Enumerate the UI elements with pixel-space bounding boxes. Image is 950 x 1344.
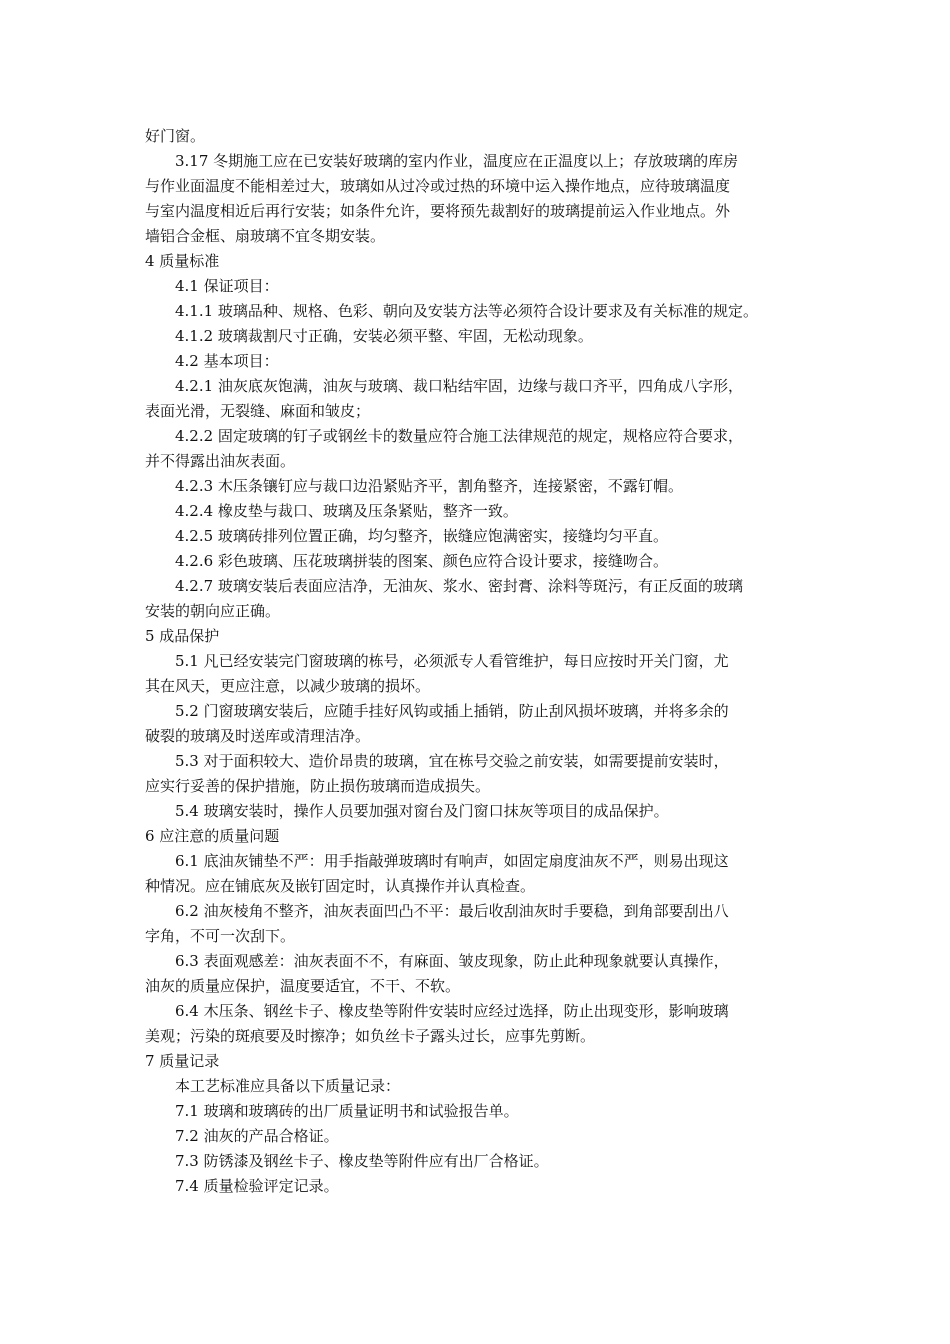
text-line: 应实行妥善的保护措施，防止损伤玻璃而造成损失。 <box>145 777 491 795</box>
text-line: 4.2.7 玻璃安装后表面应洁净，无油灰、浆水、密封膏、涂料等斑污，有正反面的玻璃 <box>175 577 743 595</box>
text-line: 4.1.2 玻璃裁割尺寸正确，安装必须平整、牢固，无松动现象。 <box>175 327 593 345</box>
text-line: 3.17 冬期施工应在已安装好玻璃的室内作业，温度应在正温度以上；存放玻璃的库房 <box>175 152 739 170</box>
text-line: 4.2.1 油灰底灰饱满，油灰与玻璃、裁口粘结牢固，边缘与裁口齐平，四角成八字形， <box>175 377 743 395</box>
document-page <box>145 124 815 1199</box>
text-line: 6 应注意的质量问题 <box>145 827 280 845</box>
text-line: 本工艺标准应具备以下质量记录： <box>175 1077 401 1095</box>
text-line: 5.4 玻璃安装时，操作人员要加强对窗台及门窗口抹灰等项目的成品保护。 <box>175 802 669 820</box>
document-body <box>145 124 815 1199</box>
text-line: 墙铝合金框、扇玻璃不宜冬期安装。 <box>145 227 386 245</box>
text-line: 4.2.5 玻璃砖排列位置正确，均匀整齐，嵌缝应饱满密实，接缝均匀平直。 <box>175 527 668 545</box>
text-line: 5 成品保护 <box>145 627 220 645</box>
text-line: 种情况。应在铺底灰及嵌钉固定时，认真操作并认真检查。 <box>145 877 536 895</box>
text-line: 4.2.2 固定玻璃的钉子或钢丝卡的数量应符合施工法律规范的规定，规格应符合要求， <box>175 427 743 445</box>
text-line: 并不得露出油灰表面。 <box>145 452 296 470</box>
text-line: 5.3 对于面积较大、造价昂贵的玻璃，宜在栋号交验之前安装，如需要提前安装时， <box>175 752 729 770</box>
text-line: 其在风天，更应注意，以减少玻璃的损坏。 <box>145 677 431 695</box>
text-line: 4.2.6 彩色玻璃、压花玻璃拼装的图案、颜色应符合设计要求，接缝吻合。 <box>175 552 668 570</box>
text-line: 与室内温度相近后再行安装；如条件允许，要将预先裁割好的玻璃提前运入作业地点。外 <box>145 202 731 220</box>
text-line: 4.1.1 玻璃品种、规格、色彩、朝向及安装方法等必须符合设计要求及有关标准的规定。 <box>175 302 758 320</box>
text-line: 安装的朝向应正确。 <box>145 602 281 620</box>
text-line: 7.2 油灰的产品合格证。 <box>175 1127 339 1145</box>
text-line: 6.1 底油灰铺垫不严：用手指敲弹玻璃时有响声，如固定扇度油灰不严，则易出现这 <box>175 852 729 870</box>
text-line: 4 质量标准 <box>145 252 220 270</box>
text-line: 字角，不可一次刮下。 <box>145 927 296 945</box>
text-line: 7.1 玻璃和玻璃砖的出厂质量证明书和试验报告单。 <box>175 1102 519 1120</box>
text-line: 好门窗。 <box>145 127 206 145</box>
text-line: 与作业面温度不能相差过大，玻璃如从过冷或过热的环境中运入操作地点，应待玻璃温度 <box>145 177 731 195</box>
text-line: 5.1 凡已经安装完门窗玻璃的栋号，必须派专人看管维护，每日应按时开关门窗，尤 <box>175 652 729 670</box>
text-line: 4.1 保证项目： <box>175 277 279 295</box>
text-line: 7 质量记录 <box>145 1052 220 1070</box>
text-line: 4.2.3 木压条镶钉应与裁口边沿紧贴齐平，割角整齐，连接紧密，不露钉帽。 <box>175 477 683 495</box>
text-line: 7.4 质量检验评定记录。 <box>175 1177 339 1195</box>
text-line: 6.3 表面观感差：油灰表面不不，有麻面、皱皮现象，防止此种现象就要认真操作， <box>175 952 729 970</box>
text-line: 4.2.4 橡皮垫与裁口、玻璃及压条紧贴，整齐一致。 <box>175 502 518 520</box>
text-line: 美观；污染的斑痕要及时擦净；如负丝卡子露头过长，应事先剪断。 <box>145 1027 596 1045</box>
text-line: 破裂的玻璃及时送库或清理洁净。 <box>145 727 371 745</box>
text-line: 6.2 油灰棱角不整齐，油灰表面凹凸不平：最后收刮油灰时手要稳，到角部要刮出八 <box>175 902 729 920</box>
text-line: 表面光滑，无裂缝、麻面和皱皮； <box>145 402 371 420</box>
text-line: 5.2 门窗玻璃安装后，应随手挂好风钩或插上插销，防止刮风损坏玻璃，并将多余的 <box>175 702 729 720</box>
text-line: 7.3 防锈漆及钢丝卡子、橡皮垫等附件应有出厂合格证。 <box>175 1152 549 1170</box>
text-line: 油灰的质量应保护，温度要适宜，不干、不软。 <box>145 977 461 995</box>
text-line: 6.4 木压条、钢丝卡子、橡皮垫等附件安装时应经过选择，防止出现变形，影响玻璃 <box>175 1002 729 1020</box>
text-line: 4.2 基本项目： <box>175 352 279 370</box>
